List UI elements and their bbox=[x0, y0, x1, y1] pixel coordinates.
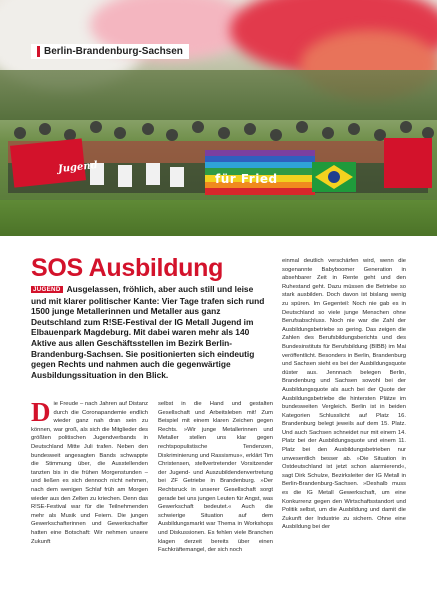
header-photo bbox=[0, 0, 437, 236]
flag-text-frieden: für Fried bbox=[215, 172, 278, 186]
bottom-fade bbox=[0, 578, 437, 600]
section-label bbox=[31, 44, 189, 59]
section-label-text: Berlin-Brandenburg-Sachsen bbox=[44, 46, 183, 57]
section-label-bar bbox=[37, 46, 40, 57]
article-lead bbox=[31, 284, 266, 380]
lead-text: Ausgelassen, fröhlich, aber auch still und leise und mit klarer politischer Kante: Vier Tage trafen sich rund 1500 junge Metallerinnen und Metaller aus ganz Deutschland zum R!SE-Festival der IG Metall Jugend im Elbauenpark Magdeburg. Mit dabei waren mehr als 140 Aktive aus allen Geschäftsstellen im Bezirk Berlin-Brandenburg-Sachsen. Sie positionierten sich eindeutig gegen Rechts und nahmen auch die gegenwärtige Ausbildungssituation in den Blick. bbox=[31, 284, 265, 380]
ig-metall-flag-right bbox=[384, 138, 432, 188]
body-column-1-text: ie Freude – nach Jahren auf Distanz durch die Coronapandemie endlich wieder ganz nah dran sein zu können, war groß, als sich die Mitglieder des größten politischen Jugendverbands in Deutschland Mitte Juli trafen. Neben den bundesweit angesagten Bands schwappte die Stimmung über, die Ausstellenden tanzten bis in die frühen Morgenstunden – und ließen es sich dennoch nicht nehmen, nach dem wenigen Schlaf früh am Morgen wieder aus den Zelten zu kriechen. Denn das R!SE-Festival war für die Teilnehmenden mehr als Musik und Feiern. Die jungen Gewerkschafterinnen und Gewerkschafter hatten eine Botschaft: Wir nehmen unsere Zukunft bbox=[31, 401, 148, 545]
body-column-2: selbst in die Hand und gestalten Gesellschaft und Arbeitsleben mit! Zum Beispiel mit einem klaren Zeichen gegen Rechts. »Wir junge Metallerinnen und Metaller stellen uns klar gegen rechtspopulistische Tendenzen, Diskriminierung und Rassismus«, erklärt Tim Christensen, stellvertretender Vorsitzender der Jugend- und Auszubildendenvertretung bei ZF Getriebe in Brandenburg. »Der Rechtsruck in unserer Gesellschaft sorgt gerade bei uns jungen Leuten für Angst, was Gewerkschaft bedeutet.« Auch die schwierige Situation auf dem Ausbildungsmarkt war Thema in Workshops und Diskussionen. Es fehlen viele Branchen klagen derzeit bereits über einen Fachkräftemangel, der sich noch bbox=[158, 401, 273, 554]
body-column-1 bbox=[31, 397, 148, 546]
article-title: SOS Ausbildung bbox=[31, 254, 224, 282]
body-column-3: einmal deutlich verschärfen wird, wenn die sogenannte Babyboomer Generation in absehbarer Zeit in Rente geht und den Ruhestand geht. Dazu müssen die Betriebe so stark ausbilden. Doch davon ist bislang wenig zu spüren. Im Gegenteil: Noch nie gab es in Deutschland so viele junge Menschen ohne Berufsabschluss. Noch nie war die Zahl der Ausbildungsbetriebe so gering. Das zeigen die Zahlen des Berufsbildungsberichts und des Bundesinstituts für Berufsbildung (BIBB) im Mai veröffentlicht. Besonders in Berlin, Brandenburg und Sachsen sieht es bei der Ausbildungsquote düster aus. Jennnach belegen Berlin, Brandenburg und Sachsen sowohl bei der Ausbildungsquote als auch bei der Quote der Ausbildungsbetriebe die hintersten Plätze im bundesweiten Vergleich. Berlin ist in beiden Kategorien Schlusslicht auf Platz 16. Brandenburg belegt jeweils auf dem 15. Platz. Und auch Sachsen schneidet nur mit einem 14. Platz bei der Ausbildungsquote und einem 11. Platz bei den Ausbildungsbetrieben nur unwesentlich besser ab. »Die Situation in Ostdeutschland ist jetzt schon alarmierend«, sagt Dirk Schulze, Bezirksleiter der IG Metall in Berlin-Brandenburg-Sachsen. »Deshalb muss es die IG Metall Gewerkschaft, um eine Konkurrenz gegen den Wirtschaftsstandort und Politik selbst, um die Ausbildung und damit die Zukunft der Industrie zu sichern. Ohne eine Ausbildung bei der bbox=[282, 258, 406, 531]
brazil-flag bbox=[312, 162, 356, 192]
category-tag: JUGEND bbox=[33, 286, 61, 293]
grass bbox=[0, 200, 437, 236]
drop-cap: D bbox=[31, 397, 51, 427]
flag-text-jugend: Jugend bbox=[57, 159, 99, 176]
